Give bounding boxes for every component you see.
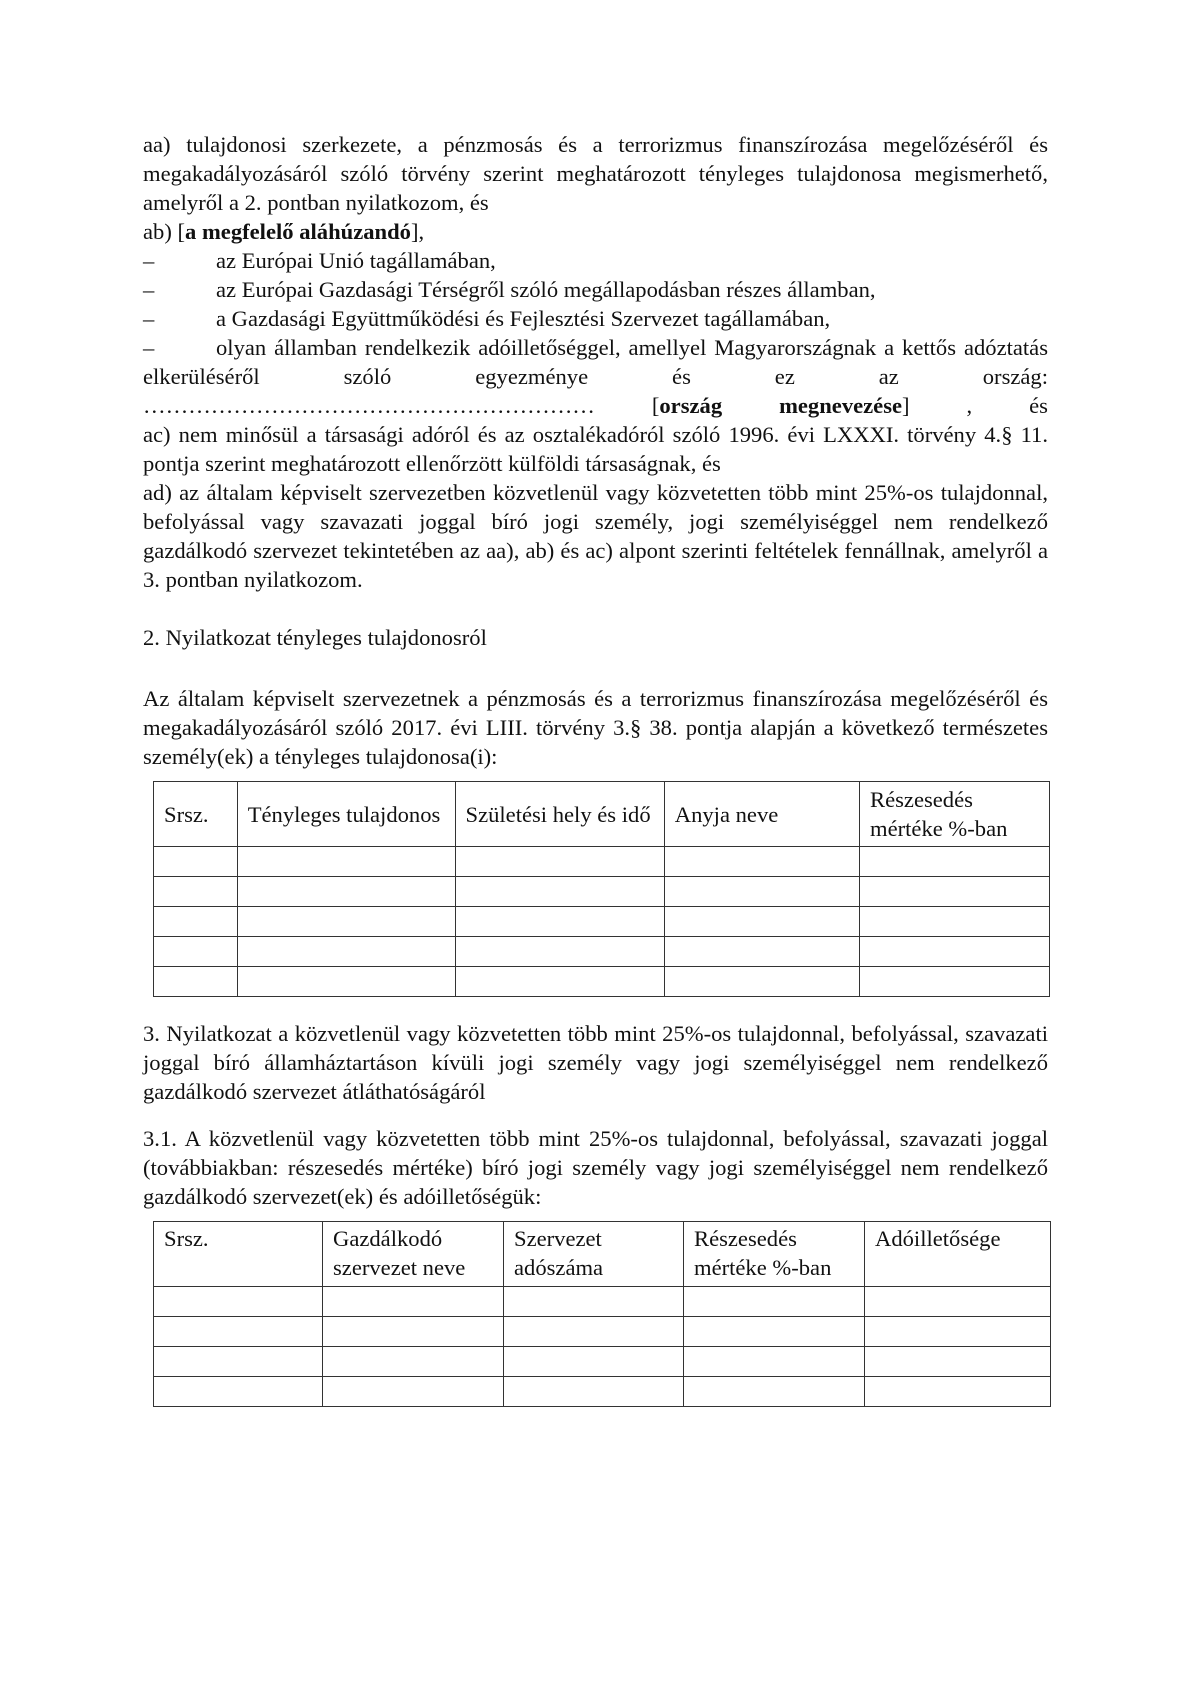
table-cell[interactable] — [455, 877, 664, 907]
organization-table-wrap — [153, 1221, 1050, 1407]
section-3-heading: 3. Nyilatkozat a közvetlenül vagy közvetetten több mint 25%-os tulajdonnal, befolyással, szavazati joggal bíró államháztartáson kívüli jogi személy vagy jogi személyiséggel nem rendelkező gazdálkodó szervezet átláthatóságáról — [143, 1021, 1048, 1104]
clause-ab-instruction: a megfelelő aláhúzandó — [185, 219, 411, 244]
table-row — [154, 937, 1050, 967]
table-cell[interactable] — [455, 937, 664, 967]
table-row — [154, 1377, 1051, 1407]
table-cell[interactable] — [154, 877, 238, 907]
table-cell[interactable] — [684, 1347, 865, 1377]
table-cell[interactable] — [154, 1317, 323, 1347]
table-cell[interactable] — [323, 1377, 504, 1407]
dash-bullet: – — [143, 306, 155, 331]
organization-table — [153, 1221, 1051, 1407]
table-cell[interactable] — [237, 937, 455, 967]
table-cell[interactable] — [455, 907, 664, 937]
option-eea — [143, 275, 1048, 304]
table-cell[interactable] — [860, 907, 1050, 937]
dash-bullet: – — [143, 277, 155, 302]
col-srsz: Srsz. — [154, 782, 238, 847]
table-cell[interactable] — [154, 1287, 323, 1317]
clause-ad: ad) az általam képviselt szervezetben közvetlenül vagy közvetetten több mint 25%-os tulajdonnal, befolyással vagy szavazati joggal bíró jogi személy, jogi személyiséggel nem rendelkező gazdálkodó szervezet tekintetében az aa), ab) és ac) alpont szerinti feltételek fennállnak, amelyről a 3. pontban nyilatkozom. — [143, 480, 1048, 592]
table-cell[interactable] — [860, 847, 1050, 877]
clause-aa: aa) tulajdonosi szerkezete, a pénzmosás és a terrorizmus finanszírozása megelőzéséről és megakadályozásáról szóló törvény szerint meghatározott tényleges tulajdonosa megismerhető, amelyről a 2. pontban nyilatkozom, és — [143, 132, 1048, 215]
beneficial-owner-table — [153, 781, 1050, 997]
dash-bullet: – — [143, 248, 155, 273]
table-cell[interactable] — [504, 1287, 684, 1317]
option-eu — [143, 246, 1048, 275]
table-cell[interactable] — [865, 1377, 1051, 1407]
table-cell[interactable] — [323, 1317, 504, 1347]
col-tax-number: Szervezet adószáma — [504, 1222, 684, 1287]
table-cell[interactable] — [455, 967, 664, 997]
option-label: a Gazdasági Együttműködési és Fejlesztési Szervezet tagállamában, — [216, 306, 831, 331]
section-2-heading: 2. Nyilatkozat tényleges tulajdonosról — [143, 625, 487, 650]
section-2-text: Az általam képviselt szervezetnek a pénzmosás és a terrorizmus finanszírozása megelőzéséről és megakadályozásáról szóló 2017. évi LIII. törvény 3.§ 38. pontja alapján a következő természetes személy(ek) a tényleges tulajdonosa(i): — [143, 686, 1048, 769]
option-label: az Európai Unió tagállamában, — [216, 248, 496, 273]
table-cell[interactable] — [684, 1377, 865, 1407]
table-cell[interactable] — [664, 877, 859, 907]
table-cell[interactable] — [323, 1287, 504, 1317]
country-line — [143, 391, 1048, 420]
table-cell[interactable] — [504, 1377, 684, 1407]
table-cell[interactable] — [237, 967, 455, 997]
table-cell[interactable] — [154, 1347, 323, 1377]
table-cell[interactable] — [664, 907, 859, 937]
option-label: olyan államban rendelkezik adóilletőséggel, amellyel Magyarországnak a kettős adóztatás elkerüléséről szóló egyezménye és ez az ország: — [143, 335, 1048, 389]
table-cell[interactable] — [455, 847, 664, 877]
table-row — [154, 1347, 1051, 1377]
table-header-row — [154, 782, 1050, 847]
table-cell[interactable] — [860, 967, 1050, 997]
table-cell[interactable] — [664, 937, 859, 967]
col-org-name: Gazdálkodó szervezet neve — [323, 1222, 504, 1287]
col-share: Részesedés mértéke %-ban — [860, 782, 1050, 847]
col-mother: Anyja neve — [664, 782, 859, 847]
table-cell[interactable] — [865, 1317, 1051, 1347]
table-cell[interactable] — [504, 1347, 684, 1377]
table-row — [154, 907, 1050, 937]
clause-ab-suffix: ], — [410, 219, 425, 244]
col-birth: Születési hely és idő — [455, 782, 664, 847]
col-share: Részesedés mértéke %-ban — [684, 1222, 865, 1287]
table-row — [154, 877, 1050, 907]
table-row — [154, 1317, 1051, 1347]
table-row — [154, 1287, 1051, 1317]
document-page — [143, 130, 1048, 1407]
table-row — [154, 967, 1050, 997]
option-treaty-state — [143, 333, 1048, 391]
col-srsz: Srsz. — [154, 1222, 323, 1287]
table-cell[interactable] — [154, 967, 238, 997]
table-cell[interactable] — [664, 967, 859, 997]
table-cell[interactable] — [684, 1287, 865, 1317]
table-cell[interactable] — [504, 1317, 684, 1347]
table-cell[interactable] — [154, 937, 238, 967]
table-cell[interactable] — [664, 847, 859, 877]
table-cell[interactable] — [865, 1287, 1051, 1317]
clause-ac: ac) nem minősül a társasági adóról és az osztalékadóról szóló 1996. évi LXXXI. törvény 4.§ 11. pontja szerint meghatározott ellenőrzött külföldi társaságnak, és — [143, 422, 1048, 476]
table-cell[interactable] — [860, 937, 1050, 967]
option-label: az Európai Gazdasági Térségről szóló megállapodásban részes államban, — [216, 277, 876, 302]
col-tax-residency: Adóilletősége — [865, 1222, 1051, 1287]
table-cell[interactable] — [237, 907, 455, 937]
table-cell[interactable] — [154, 1377, 323, 1407]
section-3-1-text: 3.1. A közvetlenül vagy közvetetten több mint 25%-os tulajdonnal, befolyással, szavazati joggal (továbbiakban: részesedés mértéke) bíró jogi személy vagy jogi személyiséggel nem rendelkező gazdálkodó szervezet(ek) és adóilletőségük: — [143, 1126, 1048, 1209]
table-cell[interactable] — [154, 907, 238, 937]
clause-ab-prefix: ab) [ — [143, 219, 186, 244]
col-owner: Tényleges tulajdonos — [237, 782, 455, 847]
table-cell[interactable] — [865, 1347, 1051, 1377]
table-cell[interactable] — [684, 1317, 865, 1347]
table-cell[interactable] — [323, 1347, 504, 1377]
table-cell[interactable] — [154, 847, 238, 877]
table-row — [154, 847, 1050, 877]
dash-bullet: – — [143, 335, 155, 360]
country-instruction: ország megnevezése — [659, 393, 903, 418]
table-header-row — [154, 1222, 1051, 1287]
table-cell[interactable] — [237, 847, 455, 877]
option-oecd — [143, 304, 1048, 333]
country-dots: …………………………………………………… [ — [143, 393, 660, 418]
country-suffix: ] , és — [902, 393, 1048, 418]
table-cell[interactable] — [860, 877, 1050, 907]
table-cell[interactable] — [237, 877, 455, 907]
beneficial-owner-table-wrap — [153, 781, 1050, 997]
clause-ab — [143, 217, 1048, 246]
